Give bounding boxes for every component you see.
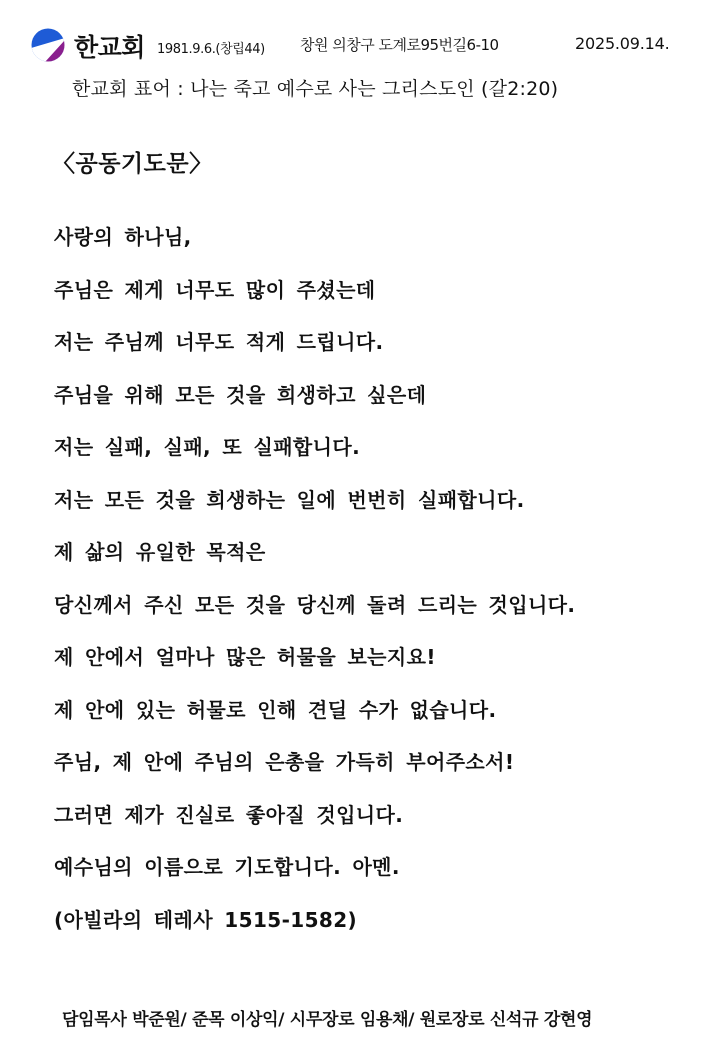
prayer-line: 주님을 위해 모든 것을 희생하고 싶은데 [54,382,427,407]
prayer-line: 제 안에 있는 허물로 인해 견딜 수가 없습니다. [54,697,497,722]
prayer-line: 저는 주님께 너무도 적게 드립니다. [54,330,384,354]
staff-footer: 담임목사 박준원/ 준목 이상익/ 시무장로 임용채/ 원로장로 신석규 강현영 [62,1010,593,1030]
church-motto: 한교회 표어 : 나는 죽고 예수로 사는 그리스도인 (갈2:20) [72,78,559,100]
bulletin-header [0,0,703,110]
common-prayer [54,223,684,958]
prayer-line: 그러면 제가 진실로 좋아질 것입니다. [54,802,404,827]
prayer-line: 저는 실패, 실패, 또 실패합니다. [54,435,361,459]
prayer-line: 제 안에서 얼마나 많은 허물을 보는지요! [54,645,436,669]
section-title: 〈공동기도문〉 [52,151,213,177]
prayer-line: 저는 모든 것을 희생하는 일에 번번히 실패합니다. [54,487,525,512]
founded-date: 1981.9.6.(창립44) [157,42,265,57]
church-address: 창원 의창구 도계로95번길6-10 [300,36,499,54]
church-logo-icon [31,28,65,62]
prayer-line: 제 삶의 유일한 목적은 [54,540,266,564]
bulletin-date: 2025.09.14. [575,34,670,53]
prayer-line: 사랑의 하나님, [54,225,192,249]
church-name: 한교회 [74,33,145,62]
prayer-line: 주님은 제게 너무도 많이 주셨는데 [54,277,376,302]
prayer-line: 주님, 제 안에 주님의 은총을 가득히 부어주소서! [54,750,515,774]
prayer-line: 예수님의 이름으로 기도합니다. 아멘. [54,855,400,879]
prayer-line: 당신께서 주신 모든 것을 당신께 돌려 드리는 것입니다. [54,592,576,617]
prayer-attribution: (아빌라의 테레사 1515-1582) [54,907,358,932]
